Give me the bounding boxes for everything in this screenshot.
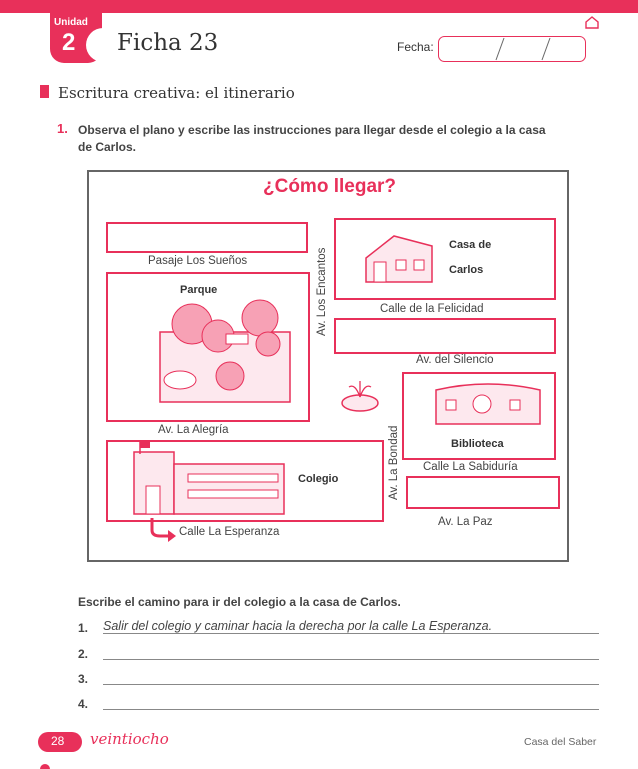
street-calle-esperanza: Calle La Esperanza [179, 526, 280, 538]
map-title: ¿Cómo llegar? [263, 176, 397, 197]
date-label: Fecha: [397, 40, 434, 54]
place-colegio: Colegio [298, 473, 339, 485]
street-av-del-silencio: Av. del Silencio [416, 354, 494, 366]
line-number-2: 2. [78, 647, 89, 661]
line-number-1: 1. [78, 621, 89, 635]
publisher-label: Casa del Saber [524, 736, 597, 748]
category-arrow-icon: ▶ [492, 13, 499, 22]
exercise-number: 1. [57, 121, 68, 136]
header-bar [0, 0, 638, 13]
page-number-word: veintiocho [90, 730, 169, 748]
place-biblioteca: Biblioteca [451, 438, 504, 450]
answer-line-1-text: Salir del colegio y caminar hacia la derecha por la calle La Esperanza. [103, 619, 493, 633]
section-title: Escritura creativa: el itinerario [58, 84, 295, 102]
page-number: 28 [51, 734, 65, 748]
line-number-4: 4. [78, 697, 89, 711]
park-illustration [150, 292, 300, 412]
writing-prompt: Escribe el camino para ir del colegio a la casa de Carlos. [78, 595, 401, 609]
home-icon[interactable] [582, 13, 602, 31]
fountain-illustration [335, 375, 385, 415]
answer-box-paz[interactable] [406, 476, 560, 509]
home-icon-glyph [582, 13, 602, 31]
unit-label: Unidad [54, 17, 88, 28]
street-pasaje-los-suenos: Pasaje Los Sueños [148, 255, 248, 267]
house-illustration [360, 230, 440, 290]
place-carlos: Carlos [449, 264, 484, 276]
category-label: Escritura creativa [500, 13, 562, 22]
page-edge-mark [40, 764, 50, 769]
answer-box-pasaje[interactable] [106, 222, 308, 253]
answer-line-1[interactable] [103, 633, 599, 634]
date-separators [438, 36, 586, 62]
place-casa-de: Casa de [449, 239, 492, 251]
answer-box-felicidad[interactable] [334, 318, 556, 354]
route-arrow-icon [146, 516, 180, 542]
school-illustration [126, 442, 296, 518]
street-av-la-bondad: Av. La Bondad [388, 425, 400, 500]
line-number-3: 3. [78, 672, 89, 686]
street-av-los-encantos: Av. Los Encantos [316, 247, 328, 336]
place-parque: Parque [180, 284, 218, 296]
bookmark-icon [40, 85, 49, 98]
date-field[interactable] [438, 36, 586, 62]
street-calle-sabiduria: Calle La Sabiduría [423, 461, 518, 473]
answer-line-3[interactable] [103, 684, 599, 685]
unit-number: 2 [62, 29, 76, 56]
answer-line-2[interactable] [103, 659, 599, 660]
worksheet-title: Ficha 23 [117, 30, 219, 56]
street-av-la-alegria: Av. La Alegría [158, 424, 229, 436]
library-illustration [432, 378, 544, 428]
street-calle-felicidad: Calle de la Felicidad [380, 303, 484, 315]
street-av-la-paz: Av. La Paz [438, 516, 493, 528]
exercise-instruction: Observa el plano y escribe las instrucciones para llegar desde el colegio a la casa de Carlos. [78, 123, 546, 154]
answer-line-4[interactable] [103, 709, 599, 710]
